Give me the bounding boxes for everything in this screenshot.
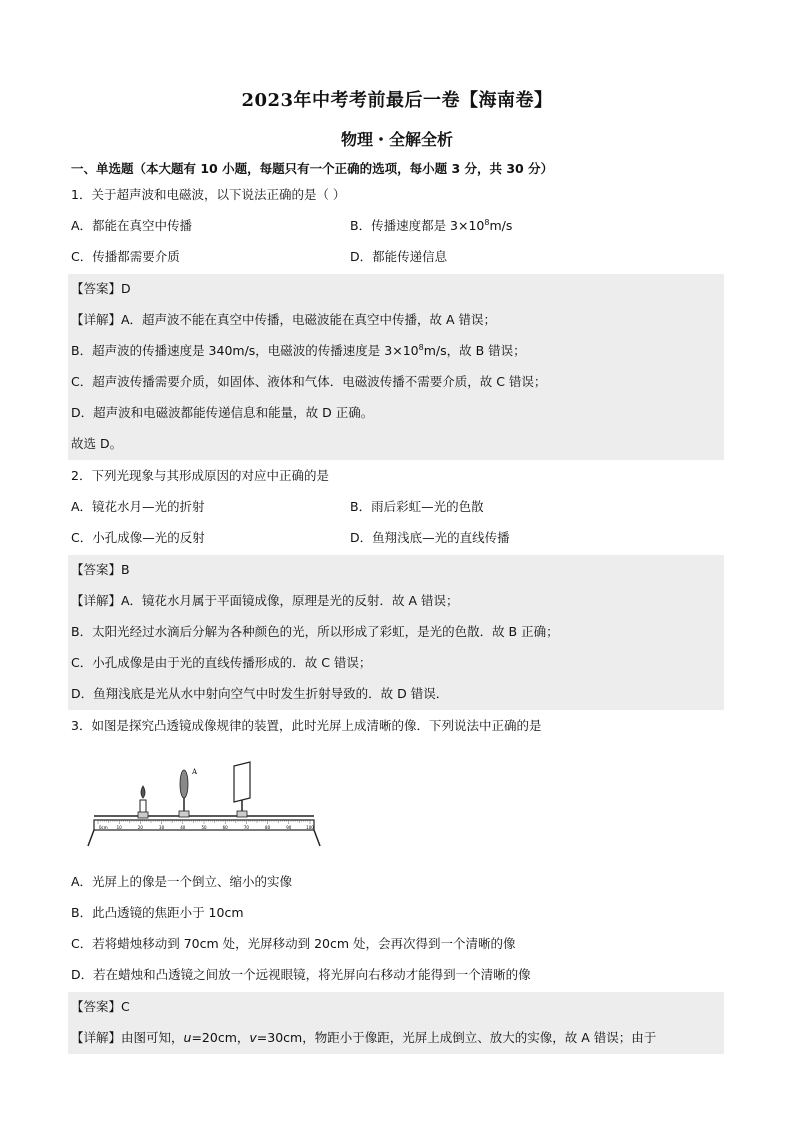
question-3-option-c: C．若将蜡烛移动到 70cm 处，光屏移动到 20cm 处，会再次得到一个清晰的像 bbox=[71, 936, 516, 951]
question-1-answer: 【答案】D bbox=[71, 281, 131, 296]
bench-leg-right bbox=[314, 830, 320, 846]
ruler-scale-label: 0cm bbox=[99, 825, 108, 830]
ruler-scale-label: 100 bbox=[306, 825, 314, 830]
question-3-option-a: A．光屏上的像是一个倒立、缩小的实像 bbox=[71, 874, 293, 889]
lens-label: A bbox=[192, 768, 198, 776]
question-1-stem: 1．关于超声波和电磁波，以下说法正确的是（ ） bbox=[71, 187, 346, 202]
question-3-option-b: B．此凸透镜的焦距小于 10cm bbox=[71, 905, 244, 920]
candle-holder bbox=[138, 812, 148, 818]
question-3-answer: 【答案】C bbox=[71, 999, 130, 1014]
ruler-scale-label: 70 bbox=[243, 825, 249, 830]
question-3-detail-1: 【详解】由图可知，u=20cm，v=30cm，物距小于像距，光屏上成倒立、放大的实像，故 A 错误；由于 bbox=[71, 1030, 657, 1045]
question-1-detail-2: B．超声波的传播速度是 340m/s，电磁波的传播速度是 $3\times 10^8m/s$，故 B 错误； bbox=[71, 342, 526, 358]
ruler-scale-label: 60 bbox=[222, 825, 228, 830]
question-2-detail-4: D．鱼翔浅底是光从水中射向空气中时发生折射导致的．故 D 错误． bbox=[71, 686, 449, 701]
optical-bench-figure bbox=[84, 756, 324, 856]
ruler-scale-label: 30 bbox=[159, 825, 165, 830]
question-1-answer-block bbox=[68, 274, 724, 460]
question-2-detail-1: 【详解】A．镜花水月属于平面镜成像，原理是光的反射．故 A 错误； bbox=[71, 593, 459, 608]
ruler-scale-label: 90 bbox=[286, 825, 292, 830]
document-title: 2023年中考考前最后一卷【海南卷】 bbox=[241, 90, 553, 111]
question-1-conclusion: 故选 D。 bbox=[71, 436, 123, 451]
convex-lens bbox=[180, 770, 188, 798]
question-2-option-d: D．鱼翔浅底—光的直线传播 bbox=[350, 530, 510, 545]
ruler-scale-label: 40 bbox=[180, 825, 186, 830]
bench-leg-left bbox=[88, 830, 94, 846]
candle-flame-icon bbox=[141, 786, 145, 798]
ruler-scale-label: 80 bbox=[265, 825, 271, 830]
question-3-option-d: D．若在蜡烛和凸透镜之间放一个远视眼镜，将光屏向右移动才能得到一个清晰的像 bbox=[71, 967, 531, 982]
ruler-scale-label: 20 bbox=[137, 825, 143, 830]
question-3-stem: 3．如图是探究凸透镜成像规律的装置，此时光屏上成清晰的像．下列说法中正确的是 bbox=[71, 718, 542, 733]
question-1-detail-3: C．超声波传播需要介质，如固体、液体和气体．电磁波传播不需要介质，故 C 错误； bbox=[71, 374, 547, 389]
lens-holder bbox=[179, 811, 189, 817]
question-1-detail-1: 【详解】A．超声波不能在真空中传播，电磁波能在真空中传播，故 A 错误； bbox=[71, 312, 497, 327]
question-1-option-c: C．传播都需要介质 bbox=[71, 249, 180, 264]
ruler-scale-label: 10 bbox=[116, 825, 122, 830]
question-1-option-d: D．都能传递信息 bbox=[350, 249, 448, 264]
question-2-detail-2: B．太阳光经过水滴后分解为各种颜色的光，所以形成了彩虹，是光的色散．故 B 正确； bbox=[71, 624, 559, 639]
section-heading: 一、单选题（本大题有 10 小题，每题只有一个正确的选项，每小题 3 分，共 30 分） bbox=[71, 161, 554, 176]
light-screen bbox=[234, 762, 250, 802]
question-2-answer: 【答案】B bbox=[71, 562, 130, 577]
question-2-detail-3: C．小孔成像是由于光的直线传播形成的．故 C 错误； bbox=[71, 655, 372, 670]
question-2-option-b: B．雨后彩虹—光的色散 bbox=[350, 499, 484, 514]
screen-holder bbox=[237, 811, 247, 817]
question-2-stem: 2．下列光现象与其形成原因的对应中正确的是 bbox=[71, 468, 329, 483]
question-1-detail-4: D．超声波和电磁波都能传递信息和能量，故 D 正确。 bbox=[71, 405, 374, 420]
question-2-option-a: A．镜花水月—光的折射 bbox=[71, 499, 205, 514]
ruler-scale-label: 50 bbox=[201, 825, 207, 830]
document-subtitle: 物理・全解全析 bbox=[340, 130, 453, 149]
question-2-option-c: C．小孔成像—光的反射 bbox=[71, 530, 205, 545]
question-1-option-b: B．传播速度都是 $3\times 10^8m/s$ bbox=[350, 217, 513, 233]
question-1-option-a: A．都能在真空中传播 bbox=[71, 218, 193, 233]
